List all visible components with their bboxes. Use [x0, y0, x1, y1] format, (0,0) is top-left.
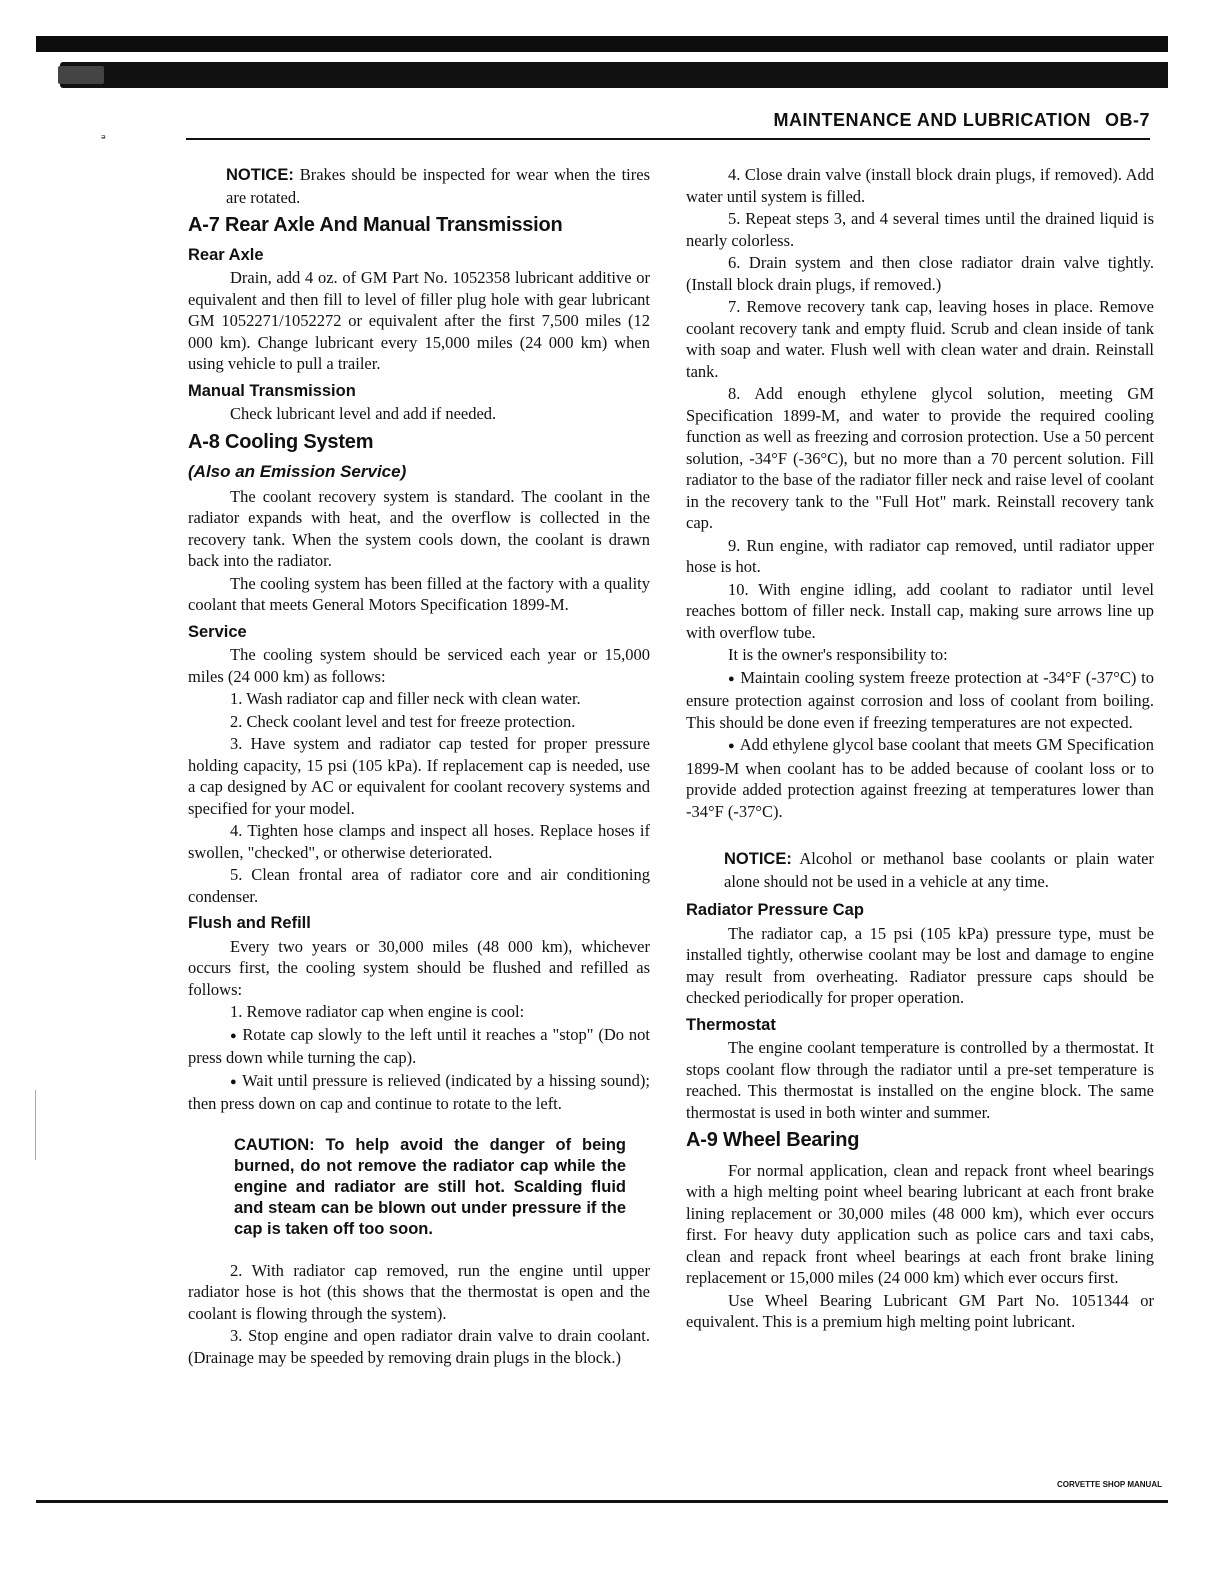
margin-mark: ₔ — [101, 128, 107, 142]
rear-axle-paragraph: Drain, add 4 oz. of GM Part No. 1052358 lubricant additive or equivalent and then fill to level of filler plug hole with gear lubricant GM 1052271/1052272 or equivalent after the first 7,500 miles (12 000 km). Change lubricant every 15,000 miles (24 000 km) when using vehicle to pull a trailer. — [188, 268, 650, 373]
thermostat-heading: Thermostat — [686, 1015, 776, 1034]
service-step-1: 1. Wash radiator cap and filler neck with clean water. — [230, 689, 581, 708]
service-step-5: 5. Clean frontal area of radiator core and air conditioning condenser. — [188, 865, 650, 906]
rear-axle-heading: Rear Axle — [188, 245, 264, 264]
section-a7-title: A-7 Rear Axle And Manual Transmission — [188, 214, 563, 236]
section-a8-title: A-8 Cooling System — [188, 430, 374, 453]
owner-bullet-1: ● Maintain cooling system freeze protection at -34°F (-37°C) to ensure protection against corrosion and loss of coolant from boiling. This should be done even if freezing temperatures are not expected. — [686, 667, 1154, 734]
flush-refill-heading: Flush and Refill — [188, 914, 311, 932]
notice-text: Brakes should be inspected for wear when the tires are rotated. — [226, 165, 650, 207]
manual-transmission-paragraph: Check lubricant level and add if needed. — [230, 404, 497, 423]
step-9: 9. Run engine, with radiator cap removed, until radiator upper hose is hot. — [686, 535, 1154, 576]
header-title: MAINTENANCE AND LUBRICATION — [773, 110, 1091, 130]
cooling-paragraph-1: The coolant recovery system is standard. The coolant in the radiator expands with heat, and the overflow is collected in the recovery tank. When the system cools down, the coolant is drawn back into the radiator. — [188, 486, 650, 570]
step-7: 7. Remove recovery tank cap, leaving hoses in place. Remove coolant recovery tank and empty fluid. Scrub and clean inside of tank with soap and water. Flush well with clean water and drain. Reinstall tank. — [686, 297, 1154, 381]
service-intro: The cooling system should be serviced each year or 15,000 miles (24 000 km) as follows: — [188, 645, 650, 686]
flush-bullet-2: ● Wait until pressure is relieved (indicated by a hissing sound); then press down on cap and continue to rotate to the left. — [188, 1070, 650, 1115]
notice-label: NOTICE: — [226, 166, 294, 184]
page-number: OB-7 — [1104, 110, 1150, 130]
service-step-2: 2. Check coolant level and test for freeze protection. — [230, 711, 576, 731]
flush-step-1: 1. Remove radiator cap when engine is cool: — [230, 1002, 525, 1021]
section-a9-title: A-9 Wheel Bearing — [686, 1129, 860, 1151]
footer-manual-mark: CORVETTE SHOP MANUAL — [1056, 1480, 1162, 1489]
flush-step-2: 2. With radiator cap removed, run the engine until upper radiator hose is hot (this shows that the thermostat is open and the coolant is flowing through the system). — [188, 1260, 650, 1323]
emission-service-subtitle: (Also an Emission Service) — [188, 462, 407, 481]
brake-notice — [226, 164, 650, 208]
caution-box: CAUTION: To help avoid the danger of being burned, do not remove the radiator cap while the engine and radiator are still hot. Scalding fluid and steam can be blown out under pressure if the cap is taken off too soon. — [234, 1135, 626, 1238]
service-heading: Service — [188, 622, 247, 641]
flush-intro: Every two years or 30,000 miles (48 000 km), whichever occurs first, the cooling system should be flushed and refilled as follows: — [188, 936, 650, 999]
owner-bullet-2: ● Add ethylene glycol base coolant that meets GM Specification 1899-M when coolant has to be added because of coolant loss or to provide added protection against freezing at temperatures lower than -34°F (-37°C). — [686, 734, 1154, 822]
bottom-rule — [36, 1500, 1168, 1503]
step-4: 4. Close drain valve (install block drain plugs, if removed). Add water until system is filled. — [686, 165, 1154, 206]
service-step-3: 3. Have system and radiator cap tested for proper pressure holding capacity, 15 psi (105 kPa). If replacement cap is needed, use a cap designed by AC or equivalent for coolant recovery systems and specified for your model. — [188, 734, 650, 818]
wheel-bearing-paragraph-1: For normal application, clean and repack front wheel bearings with a high melting point wheel bearing lubricant at each front brake lining replacement or 30,000 miles (48 000 km), which ever occurs first. For heavy duty application such as police cars and taxi cabs, clean and repack front wheel bearings at each front brake lining replacement or 15,000 miles (24 000 km) which ever occurs first. — [686, 1160, 1154, 1287]
right-column — [686, 164, 1154, 1334]
left-column — [188, 164, 650, 1369]
radiator-cap-heading: Radiator Pressure Cap — [686, 901, 864, 919]
top-black-bar — [36, 36, 1168, 52]
step-6: 6. Drain system and then close radiator drain valve tightly. (Install block drain plugs, if removed.) — [686, 253, 1154, 294]
coolant-notice — [724, 848, 1154, 892]
wheel-bearing-paragraph-2: Use Wheel Bearing Lubricant GM Part No. 1051344 or equivalent. This is a premium high melting point lubricant. — [686, 1290, 1154, 1331]
flush-bullet-1: ● Rotate cap slowly to the left until it reaches a "stop" (Do not press down while turning the cap). — [188, 1024, 650, 1069]
service-step-4: 4. Tighten hose clamps and inspect all hoses. Replace hoses if swollen, "checked", or otherwise deteriorated. — [188, 821, 650, 862]
flush-step-3: 3. Stop engine and open radiator drain valve to drain coolant. (Drainage may be speeded by removing drain plugs in the block.) — [188, 1326, 650, 1367]
step-5: 5. Repeat steps 3, and 4 several times until the drained liquid is nearly colorless. — [686, 209, 1154, 250]
thermostat-paragraph: The engine coolant temperature is controlled by a thermostat. It stops coolant flow through the radiator until a pre-set temperature is reached. This thermostat is installed on the engine block. The same thermostat is used in both winter and summer. — [686, 1038, 1154, 1122]
page-header — [186, 110, 1150, 140]
header-black-band — [60, 62, 1168, 88]
notice-text: Alcohol or methanol base coolants or plain water alone should not be used in a vehicle at any time. — [724, 849, 1154, 891]
owner-intro: It is the owner's responsibility to: — [728, 645, 948, 664]
cooling-paragraph-2: The cooling system has been filled at the factory with a quality coolant that meets General Motors Specification 1899-M. — [188, 573, 650, 614]
step-10: 10. With engine idling, add coolant to radiator until level reaches bottom of filler neck. Install cap, making sure arrows line up with overflow tube. — [686, 579, 1154, 642]
notice-label: NOTICE: — [724, 850, 792, 868]
manual-transmission-heading: Manual Transmission — [188, 381, 356, 400]
radiator-cap-paragraph: The radiator cap, a 15 psi (105 kPa) pressure type, must be installed tightly, otherwise coolant may be lost and damage to engine may result from overheating. Radiator pressure caps should be checked periodically for proper operation. — [686, 923, 1154, 1007]
margin-line — [35, 1090, 36, 1160]
step-8: 8. Add enough ethylene glycol solution, meeting GM Specification 1899-M, and water to provide the required cooling function as well as freezing and corrosion protection. Use a 50 percent solution, -34°F (-36°C), but no more than a 70 percent solution. Fill radiator to the base of the radiator filler neck and raise level of coolant in the recovery tank to the "Full Hot" mark. Reinstall recovery tank cap. — [686, 384, 1154, 532]
